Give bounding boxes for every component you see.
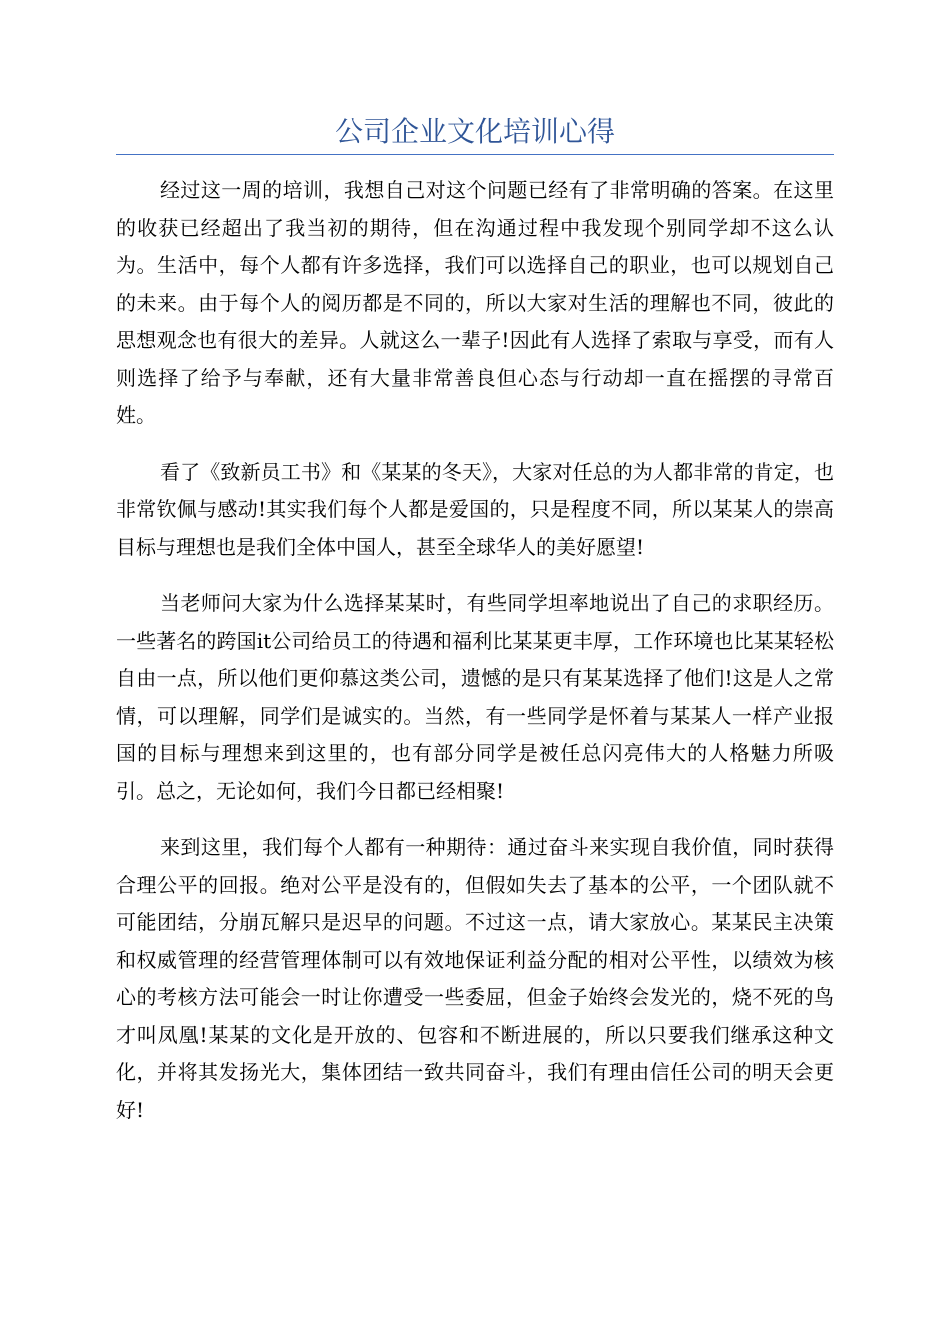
paragraph-4: 来到这里，我们每个人都有一种期待：通过奋斗来实现自我价值，同时获得合理公平的回报。绝对公平是没有的，但假如失去了基本的公平，一个团队就不可能团结，分崩瓦解只是迟早的问题。不过这一点，请大家放心。某某民主决策和权威管理的经营管理体制可以有效地保证利益分配的相对公平性，以绩效为核心的考核方法可能会一时让你遭受一些委屈，但金子始终会发光的，烧不死的鸟才叫凤凰!某某的文化是开放的、包容和不断进展的，所以只要我们继承这种文化，并将其发扬光大，集体团结一致共同奋斗，我们有理由信任公司的明天会更好! [116, 835, 834, 1122]
paragraph-2: 看了《致新员工书》和《某某的冬天》，大家对任总的为人都非常的肯定，也非常钦佩与感动!其实我们每个人都是爱国的，只是程度不同，所以某某人的崇高目标与理想也是我们全体中国人，甚至全球华人的美好愿望! [116, 459, 834, 559]
document-body [116, 172, 834, 1148]
paragraph-1: 经过这一周的培训，我想自己对这个问题已经有了非常明确的答案。在这里的收获已经超出了我当初的期待，但在沟通过程中我发现个别同学却不这么认为。生活中，每个人都有许多选择，我们可以选择自己的职业，也可以规划自己的未来。由于每个人的阅历都是不同的，所以大家对生活的理解也不同，彼此的思想观念也有很大的差异。人就这么一辈子!因此有人选择了索取与享受，而有人则选择了给予与奉献，还有大量非常善良但心态与行动却一直在摇摆的寻常百姓。 [116, 178, 834, 427]
page-title: 公司企业文化培训心得 [334, 115, 615, 148]
paragraph-3: 当老师问大家为什么选择某某时，有些同学坦率地说出了自己的求职经历。一些著名的跨国it公司给员工的待遇和福利比某某更丰厚，工作环境也比某某轻松自由一点，所以他们更仰慕这类公司，遗憾的是只有某某选择了他们!这是人之常情，可以理解，同学们是诚实的。当然，有一些同学是怀着与某某人一样产业报国的目标与理想来到这里的，也有部分同学是被任总闪亮伟大的人格魅力所吸引。总之，无论如何，我们今日都已经相聚! [116, 591, 834, 803]
title-underline [116, 154, 834, 155]
